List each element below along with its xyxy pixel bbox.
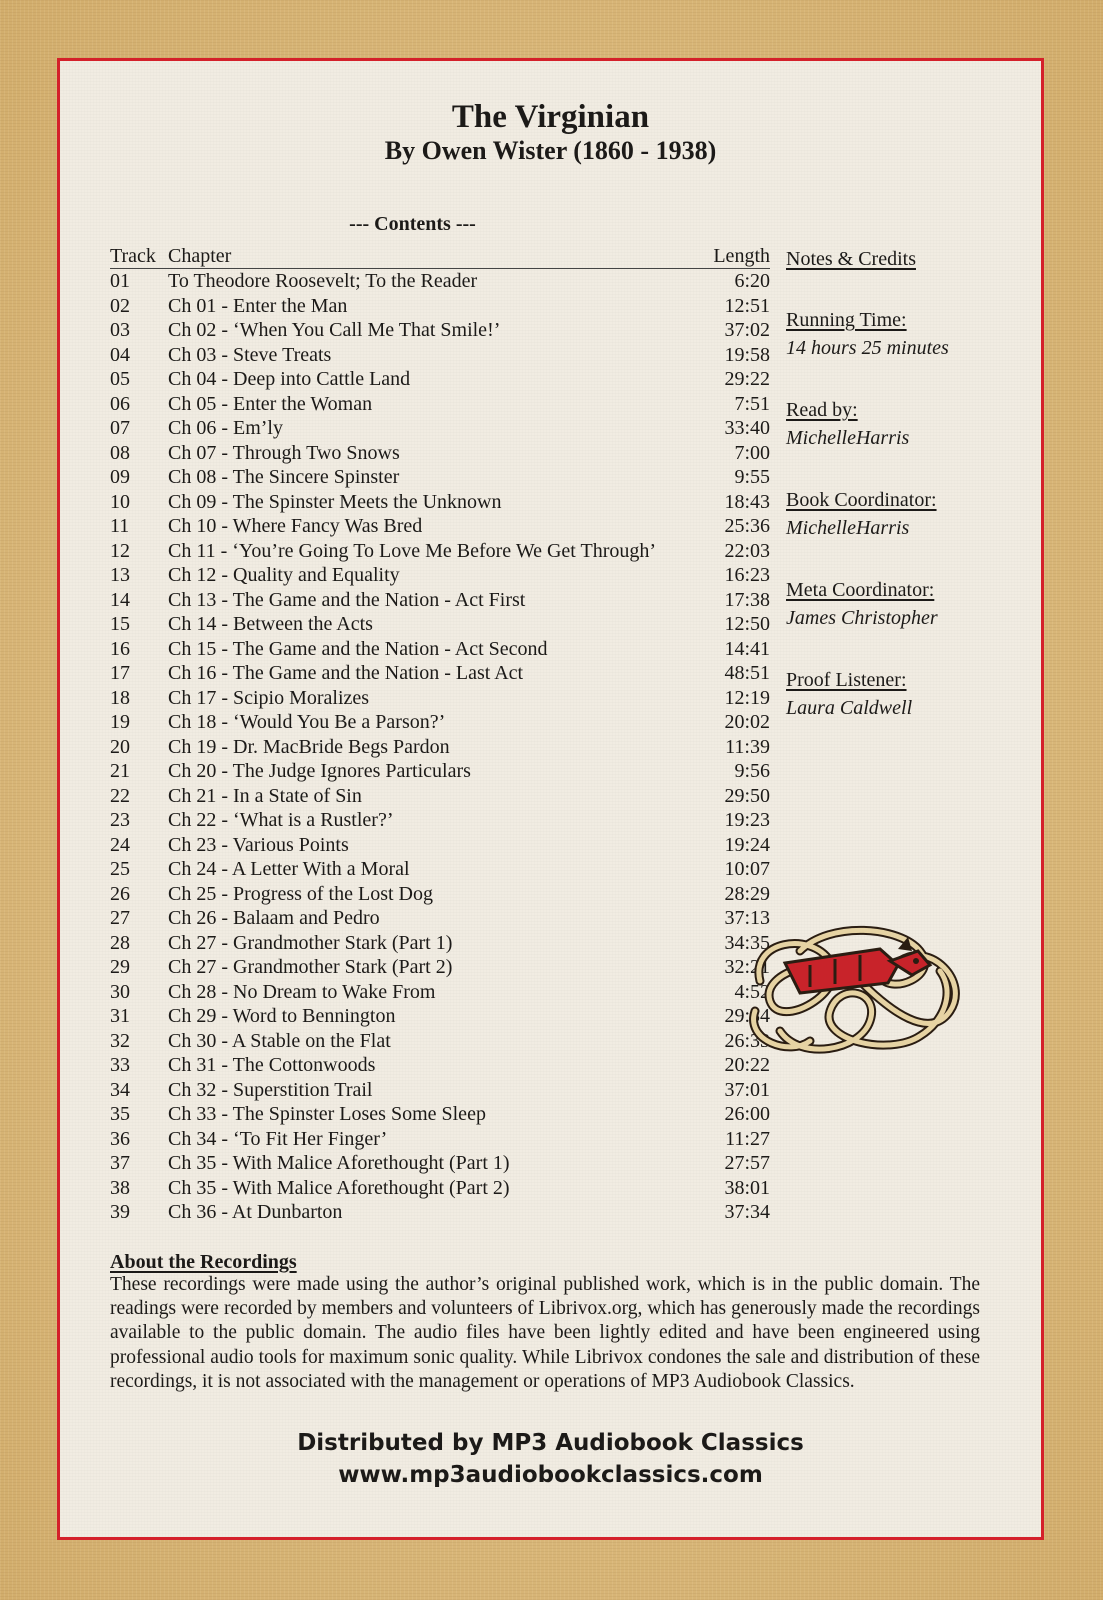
- track-chapter: Ch 33 - The Spinster Loses Some Sleep: [168, 1103, 486, 1125]
- header-chapter: Chapter: [168, 245, 232, 267]
- track-chapter: Ch 24 - A Letter With a Moral: [168, 858, 410, 880]
- track-row: [110, 1127, 770, 1152]
- track-number: 33: [110, 1054, 130, 1076]
- track-row: [110, 735, 770, 760]
- track-number: 23: [110, 809, 130, 831]
- track-row: [110, 1200, 770, 1225]
- track-chapter: Ch 18 - ‘Would You Be a Parson?’: [168, 711, 446, 733]
- track-row: [110, 392, 770, 417]
- running-time-value: 14 hours 25 minutes: [786, 337, 949, 359]
- track-chapter: Ch 14 - Between the Acts: [168, 613, 373, 635]
- contents-heading: --- Contents ---: [349, 213, 476, 235]
- track-chapter: Ch 28 - No Dream to Wake From: [168, 980, 436, 1003]
- track-row: [110, 833, 770, 858]
- track-row: [110, 1176, 770, 1201]
- book-coordinator-value: MichelleHarris: [786, 517, 910, 539]
- track-length: 11:39: [725, 735, 770, 758]
- track-chapter: Ch 29 - Word to Bennington: [168, 1005, 396, 1027]
- track-length: 18:43: [724, 490, 770, 513]
- meta-coordinator-label: Meta Coordinator:: [786, 579, 935, 601]
- running-time-label: Running Time:: [786, 309, 907, 331]
- track-row: [110, 955, 770, 980]
- track-row: [110, 906, 770, 931]
- track-length: 32:21: [724, 956, 770, 978]
- track-number: 03: [110, 319, 130, 341]
- track-list: [110, 245, 770, 1225]
- track-chapter: Ch 32 - Superstition Trail: [168, 1078, 373, 1101]
- track-row: [110, 1053, 770, 1078]
- track-row: [110, 441, 770, 466]
- track-length: 20:22: [724, 1054, 770, 1076]
- track-row: [110, 1102, 770, 1127]
- track-length: 28:29: [724, 882, 770, 905]
- track-number: 10: [110, 490, 130, 513]
- track-chapter: Ch 15 - The Game and the Nation - Act Second: [168, 637, 548, 660]
- track-row: [110, 563, 770, 588]
- track-chapter: Ch 27 - Grandmother Stark (Part 2): [168, 956, 453, 978]
- track-chapter: Ch 27 - Grandmother Stark (Part 1): [168, 931, 453, 954]
- track-number: 04: [110, 343, 130, 366]
- track-chapter: Ch 30 - A Stable on the Flat: [168, 1029, 391, 1052]
- track-row: [110, 1078, 770, 1103]
- track-chapter: Ch 08 - The Sincere Spinster: [168, 466, 400, 488]
- header-length: Length: [713, 245, 770, 267]
- track-row: [110, 710, 770, 735]
- track-number: 07: [110, 417, 130, 439]
- track-row: [110, 539, 770, 564]
- track-length: 29:50: [724, 784, 770, 807]
- track-chapter: Ch 35 - With Malice Aforethought (Part 2): [168, 1176, 510, 1199]
- track-number: 26: [110, 882, 130, 905]
- track-number: 30: [110, 980, 130, 1003]
- track-row: [110, 882, 770, 907]
- track-chapter: Ch 10 - Where Fancy Was Bred: [168, 515, 423, 537]
- track-row: [110, 343, 770, 368]
- read-by-value: MichelleHarris: [786, 427, 910, 449]
- track-length: 38:01: [724, 1176, 770, 1199]
- track-length: 11:27: [725, 1127, 770, 1150]
- track-row: [110, 980, 770, 1005]
- track-length: 12:50: [724, 613, 770, 635]
- track-number: 36: [110, 1127, 130, 1150]
- track-row: [110, 661, 770, 686]
- track-chapter: Ch 07 - Through Two Snows: [168, 441, 400, 464]
- track-number: 20: [110, 735, 130, 758]
- track-length: 4:52: [734, 980, 770, 1003]
- track-length: 7:00: [734, 441, 770, 464]
- track-length: 19:23: [724, 809, 770, 831]
- track-chapter: Ch 17 - Scipio Moralizes: [168, 686, 370, 709]
- track-number: 28: [110, 931, 130, 954]
- track-length: 10:07: [724, 858, 770, 880]
- cover-panel: [57, 58, 1044, 1540]
- track-length: 34:35: [724, 931, 770, 954]
- track-number: 34: [110, 1078, 130, 1101]
- track-rows: [110, 269, 770, 1225]
- track-length: 33:40: [724, 417, 770, 439]
- track-number: 35: [110, 1103, 130, 1125]
- track-chapter: Ch 20 - The Judge Ignores Particulars: [168, 760, 471, 782]
- track-row: [110, 931, 770, 956]
- track-row: [110, 784, 770, 809]
- track-row: [110, 490, 770, 515]
- track-row: [110, 1004, 770, 1029]
- track-length: 27:57: [724, 1152, 770, 1174]
- track-number: 15: [110, 613, 130, 635]
- track-chapter: Ch 26 - Balaam and Pedro: [168, 907, 380, 929]
- track-chapter: Ch 09 - The Spinster Meets the Unknown: [168, 490, 502, 513]
- track-length: 25:36: [724, 515, 770, 537]
- track-number: 17: [110, 662, 130, 684]
- track-row: [110, 1029, 770, 1054]
- track-length: 22:03: [724, 539, 770, 562]
- about-text: These recordings were made using the author’s original published work, which is in the public domain. The readings were recorded by members and volunteers of Librivox.org, which has generously made the recordings available to the public domain. The audio files have been lightly edited and have been engineered using professional audio tools for maximum sonic quality. While Librivox condones the sale and distribution of these recordings, it is not associated with the management or operations of MP3 Audiobook Classics.: [110, 1274, 980, 1392]
- track-row: [110, 612, 770, 637]
- track-row: [110, 588, 770, 613]
- track-length: 37:01: [724, 1078, 770, 1101]
- track-chapter: Ch 19 - Dr. MacBride Begs Pardon: [168, 735, 450, 758]
- track-chapter: Ch 03 - Steve Treats: [168, 343, 332, 366]
- track-number: 27: [110, 907, 130, 929]
- track-number: 29: [110, 956, 130, 978]
- track-chapter: Ch 35 - With Malice Aforethought (Part 1): [168, 1152, 510, 1174]
- track-number: 14: [110, 588, 130, 611]
- book-coordinator-label: Book Coordinator:: [786, 489, 937, 511]
- track-row: [110, 808, 770, 833]
- track-chapter: Ch 13 - The Game and the Nation - Act First: [168, 588, 526, 611]
- distributed-by: Distributed by MP3 Audiobook Classics: [297, 1430, 804, 1456]
- track-number: 19: [110, 711, 130, 733]
- track-length: 16:23: [724, 564, 770, 586]
- track-length: 9:55: [734, 466, 770, 488]
- track-row: [110, 759, 770, 784]
- track-chapter: Ch 02 - ‘When You Call Me That Smile!’: [168, 319, 501, 341]
- track-chapter: Ch 21 - In a State of Sin: [168, 784, 362, 807]
- track-number: 21: [110, 760, 130, 782]
- track-length: 14:41: [724, 637, 770, 660]
- book-author: By Owen Wister (1860 - 1938): [384, 136, 717, 165]
- track-list-header: [110, 245, 770, 269]
- track-length: 37:02: [724, 319, 770, 341]
- track-row: [110, 416, 770, 441]
- proof-listener-label: Proof Listener:: [786, 669, 907, 691]
- track-row: [110, 514, 770, 539]
- track-length: 37:13: [724, 907, 770, 929]
- celtic-knot-beast-icon: [740, 921, 970, 1061]
- track-chapter: Ch 23 - Various Points: [168, 833, 349, 856]
- track-number: 02: [110, 294, 130, 317]
- track-length: 48:51: [724, 662, 770, 684]
- track-row: [110, 367, 770, 392]
- track-length: 17:38: [724, 588, 770, 611]
- track-number: 09: [110, 466, 130, 488]
- track-row: [110, 686, 770, 711]
- track-length: 12:51: [724, 294, 770, 317]
- track-chapter: Ch 11 - ‘You’re Going To Love Me Before We Get Through’: [168, 539, 657, 562]
- track-chapter: Ch 34 - ‘To Fit Her Finger’: [168, 1127, 388, 1150]
- track-chapter: Ch 04 - Deep into Cattle Land: [168, 368, 411, 390]
- track-number: 22: [110, 784, 130, 807]
- track-number: 16: [110, 637, 130, 660]
- credits-heading: Notes & Credits: [786, 248, 916, 270]
- track-length: 19:58: [724, 343, 770, 366]
- track-length: 26:33: [724, 1029, 770, 1052]
- track-number: 39: [110, 1201, 130, 1223]
- website-link[interactable]: www.mp3audiobookclassics.com: [338, 1462, 763, 1488]
- track-chapter: Ch 36 - At Dunbarton: [168, 1201, 343, 1223]
- header-track: Track: [110, 245, 156, 267]
- track-row: [110, 857, 770, 882]
- track-number: 38: [110, 1176, 130, 1199]
- track-number: 24: [110, 833, 130, 856]
- track-length: 29:34: [724, 1005, 770, 1027]
- track-number: 08: [110, 441, 130, 464]
- track-length: 9:56: [734, 760, 770, 782]
- track-length: 37:34: [724, 1201, 770, 1223]
- track-chapter: Ch 31 - The Cottonwoods: [168, 1054, 376, 1076]
- track-number: 12: [110, 539, 130, 562]
- track-length: 26:00: [724, 1103, 770, 1125]
- track-row: [110, 637, 770, 662]
- track-chapter: Ch 05 - Enter the Woman: [168, 392, 373, 415]
- track-chapter: To Theodore Roosevelt; To the Reader: [168, 270, 478, 292]
- track-number: 31: [110, 1005, 130, 1027]
- track-row: [110, 294, 770, 319]
- track-row: [110, 318, 770, 343]
- track-number: 05: [110, 368, 130, 390]
- about-heading: About the Recordings: [110, 1251, 297, 1273]
- track-chapter: Ch 01 - Enter the Man: [168, 294, 348, 317]
- read-by-label: Read by:: [786, 399, 858, 421]
- track-length: 20:02: [724, 711, 770, 733]
- track-number: 18: [110, 686, 130, 709]
- track-chapter: Ch 12 - Quality and Equality: [168, 564, 400, 586]
- proof-listener-value: Laura Caldwell: [786, 697, 913, 719]
- book-title: The Virginian: [451, 99, 650, 135]
- track-length: 19:24: [724, 833, 770, 856]
- track-length: 29:22: [724, 368, 770, 390]
- track-number: 32: [110, 1029, 130, 1052]
- track-number: 01: [110, 270, 130, 292]
- track-row: [110, 1151, 770, 1176]
- track-length: 12:19: [724, 686, 770, 709]
- meta-coordinator-value: James Christopher: [786, 607, 938, 629]
- track-number: 06: [110, 392, 130, 415]
- track-number: 25: [110, 858, 130, 880]
- track-length: 6:20: [734, 270, 770, 292]
- track-row: [110, 465, 770, 490]
- track-length: 7:51: [734, 392, 770, 415]
- track-number: 11: [110, 515, 130, 537]
- track-chapter: Ch 16 - The Game and the Nation - Last Act: [168, 662, 524, 684]
- track-chapter: Ch 22 - ‘What is a Rustler?’: [168, 809, 394, 831]
- track-chapter: Ch 06 - Em’ly: [168, 417, 283, 439]
- track-number: 37: [110, 1152, 130, 1174]
- track-number: 13: [110, 564, 130, 586]
- track-chapter: Ch 25 - Progress of the Lost Dog: [168, 882, 433, 905]
- track-row: [110, 269, 770, 294]
